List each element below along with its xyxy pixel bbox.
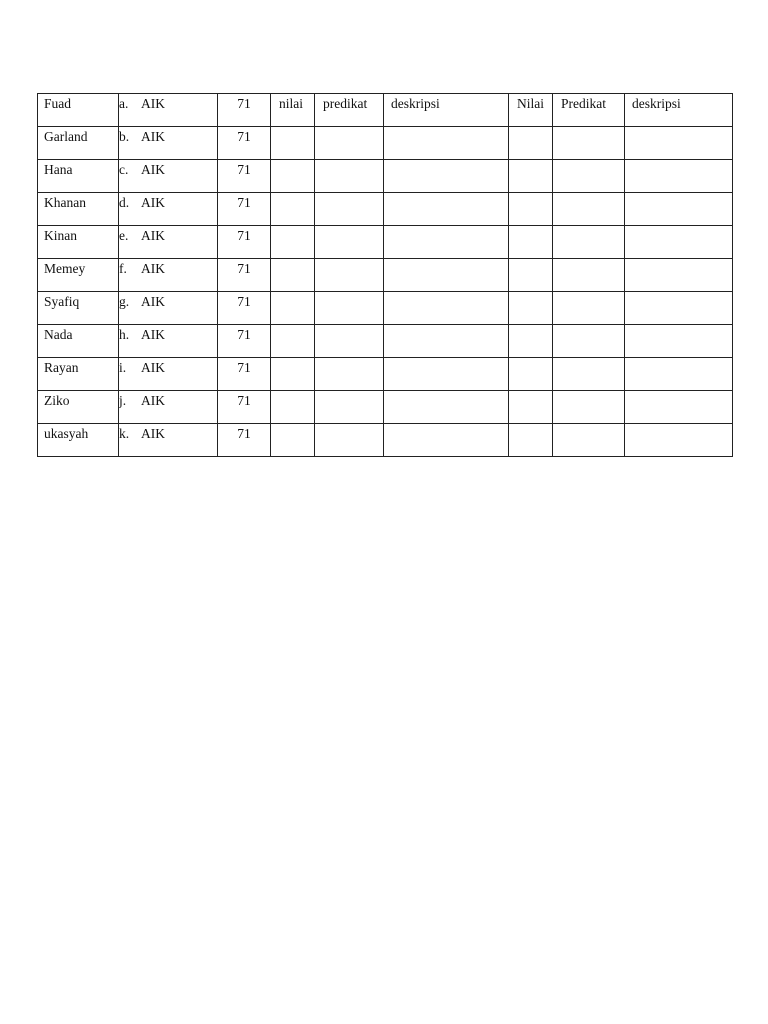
nilai-cell: [271, 424, 315, 457]
score-value: 71: [237, 426, 251, 441]
score-cell: [218, 226, 271, 259]
student-name: Rayan: [44, 360, 79, 375]
list-marker: a.: [119, 96, 129, 111]
column-label: deskripsi: [632, 96, 681, 111]
student-name-cell: [38, 259, 119, 292]
predikat-cell: [315, 226, 384, 259]
student-name-cell: [38, 424, 119, 457]
nilai-2-cell: [509, 424, 553, 457]
deskripsi-cell: [384, 94, 509, 127]
subject-name: AIK: [141, 129, 165, 144]
student-name-cell: [38, 391, 119, 424]
table-row: [38, 94, 733, 127]
deskripsi-2-cell: [625, 94, 733, 127]
score-cell: [218, 292, 271, 325]
deskripsi-cell: [384, 292, 509, 325]
grade-table: [37, 93, 733, 457]
deskripsi-2-cell: [625, 292, 733, 325]
student-name-cell: [38, 193, 119, 226]
predikat-cell: [315, 193, 384, 226]
subject-cell: [119, 127, 218, 160]
subject-item: [119, 226, 217, 244]
list-marker: g.: [119, 294, 130, 309]
subject-item: [119, 259, 217, 277]
nilai-cell: [271, 358, 315, 391]
table-row: [38, 160, 733, 193]
nilai-2-cell: [509, 391, 553, 424]
table-body: [38, 94, 733, 457]
subject-name: AIK: [141, 96, 165, 111]
score-value: 71: [237, 195, 251, 210]
subject-item: [119, 358, 217, 376]
subject-item: [119, 391, 217, 409]
subject-name: AIK: [141, 327, 165, 342]
subject-cell: [119, 259, 218, 292]
subject-item: [119, 193, 217, 211]
deskripsi-2-cell: [625, 391, 733, 424]
list-marker: b.: [119, 129, 130, 144]
subject-item: [119, 325, 217, 343]
table-row: [38, 424, 733, 457]
predikat-2-cell: [553, 292, 625, 325]
nilai-cell: [271, 127, 315, 160]
predikat-cell: [315, 127, 384, 160]
score-cell: [218, 391, 271, 424]
deskripsi-2-cell: [625, 160, 733, 193]
score-value: 71: [237, 360, 251, 375]
student-name: ukasyah: [44, 426, 89, 441]
score-cell: [218, 160, 271, 193]
student-name-cell: [38, 226, 119, 259]
column-label: predikat: [323, 96, 368, 111]
list-marker: k.: [119, 426, 130, 441]
deskripsi-cell: [384, 391, 509, 424]
table-row: [38, 391, 733, 424]
list-marker: h.: [119, 327, 130, 342]
subject-cell: [119, 292, 218, 325]
subject-name: AIK: [141, 426, 165, 441]
predikat-2-cell: [553, 325, 625, 358]
nilai-2-cell: [509, 292, 553, 325]
list-marker: f.: [119, 261, 127, 276]
subject-cell: [119, 391, 218, 424]
nilai-2-cell: [509, 358, 553, 391]
student-name: Ziko: [44, 393, 70, 408]
column-label: Predikat: [561, 96, 606, 111]
list-marker: i.: [119, 360, 127, 375]
student-name: Garland: [44, 129, 88, 144]
deskripsi-2-cell: [625, 259, 733, 292]
list-marker: j.: [119, 393, 127, 408]
list-marker: c.: [119, 162, 129, 177]
subject-item: [119, 424, 217, 442]
predikat-2-cell: [553, 424, 625, 457]
deskripsi-cell: [384, 424, 509, 457]
student-name: Fuad: [44, 96, 71, 111]
table-row: [38, 127, 733, 160]
student-name-cell: [38, 325, 119, 358]
nilai-cell: [271, 226, 315, 259]
student-name-cell: [38, 358, 119, 391]
column-label: deskripsi: [391, 96, 440, 111]
deskripsi-2-cell: [625, 424, 733, 457]
deskripsi-2-cell: [625, 226, 733, 259]
predikat-cell: [315, 160, 384, 193]
table-row: [38, 226, 733, 259]
deskripsi-cell: [384, 193, 509, 226]
deskripsi-2-cell: [625, 193, 733, 226]
subject-cell: [119, 358, 218, 391]
subject-item: [119, 160, 217, 178]
student-name: Memey: [44, 261, 86, 276]
nilai-cell: [271, 259, 315, 292]
subject-name: AIK: [141, 228, 165, 243]
subject-cell: [119, 94, 218, 127]
subject-name: AIK: [141, 195, 165, 210]
subject-name: AIK: [141, 360, 165, 375]
predikat-2-cell: [553, 193, 625, 226]
subject-name: AIK: [141, 261, 165, 276]
nilai-cell: [271, 325, 315, 358]
table-row: [38, 358, 733, 391]
nilai-cell: [271, 94, 315, 127]
student-name: Khanan: [44, 195, 86, 210]
subject-cell: [119, 325, 218, 358]
deskripsi-2-cell: [625, 127, 733, 160]
predikat-cell: [315, 358, 384, 391]
score-cell: [218, 358, 271, 391]
score-cell: [218, 94, 271, 127]
nilai-2-cell: [509, 160, 553, 193]
score-value: 71: [237, 327, 251, 342]
student-name-cell: [38, 127, 119, 160]
student-name: Kinan: [44, 228, 77, 243]
predikat-cell: [315, 292, 384, 325]
subject-item: [119, 292, 217, 310]
deskripsi-cell: [384, 325, 509, 358]
student-name-cell: [38, 160, 119, 193]
nilai-2-cell: [509, 127, 553, 160]
predikat-2-cell: [553, 127, 625, 160]
column-label: nilai: [279, 96, 303, 111]
student-name: Syafiq: [44, 294, 80, 309]
subject-cell: [119, 424, 218, 457]
score-value: 71: [237, 228, 251, 243]
predikat-2-cell: [553, 226, 625, 259]
subject-cell: [119, 226, 218, 259]
deskripsi-cell: [384, 127, 509, 160]
score-value: 71: [237, 294, 251, 309]
student-name: Hana: [44, 162, 73, 177]
score-value: 71: [237, 96, 251, 111]
score-cell: [218, 259, 271, 292]
deskripsi-cell: [384, 160, 509, 193]
deskripsi-2-cell: [625, 325, 733, 358]
deskripsi-cell: [384, 259, 509, 292]
list-marker: d.: [119, 195, 130, 210]
predikat-2-cell: [553, 259, 625, 292]
score-value: 71: [237, 261, 251, 276]
nilai-cell: [271, 160, 315, 193]
deskripsi-2-cell: [625, 358, 733, 391]
subject-name: AIK: [141, 393, 165, 408]
table-row: [38, 259, 733, 292]
subject-item: [119, 94, 217, 112]
predikat-cell: [315, 94, 384, 127]
student-name-cell: [38, 292, 119, 325]
nilai-2-cell: [509, 325, 553, 358]
student-name-cell: [38, 94, 119, 127]
score-cell: [218, 193, 271, 226]
student-name: Nada: [44, 327, 73, 342]
deskripsi-cell: [384, 358, 509, 391]
predikat-cell: [315, 259, 384, 292]
subject-cell: [119, 160, 218, 193]
table-row: [38, 193, 733, 226]
nilai-cell: [271, 193, 315, 226]
predikat-2-cell: [553, 160, 625, 193]
score-value: 71: [237, 393, 251, 408]
table-row: [38, 325, 733, 358]
nilai-cell: [271, 391, 315, 424]
subject-item: [119, 127, 217, 145]
score-cell: [218, 325, 271, 358]
predikat-cell: [315, 391, 384, 424]
table-row: [38, 292, 733, 325]
list-marker: e.: [119, 228, 129, 243]
subject-name: AIK: [141, 294, 165, 309]
nilai-2-cell: [509, 94, 553, 127]
score-cell: [218, 424, 271, 457]
score-value: 71: [237, 129, 251, 144]
subject-name: AIK: [141, 162, 165, 177]
predikat-cell: [315, 424, 384, 457]
nilai-2-cell: [509, 259, 553, 292]
subject-cell: [119, 193, 218, 226]
nilai-2-cell: [509, 193, 553, 226]
column-label: Nilai: [517, 96, 544, 111]
score-value: 71: [237, 162, 251, 177]
predikat-2-cell: [553, 391, 625, 424]
score-cell: [218, 127, 271, 160]
nilai-cell: [271, 292, 315, 325]
predikat-2-cell: [553, 358, 625, 391]
predikat-2-cell: [553, 94, 625, 127]
nilai-2-cell: [509, 226, 553, 259]
deskripsi-cell: [384, 226, 509, 259]
predikat-cell: [315, 325, 384, 358]
